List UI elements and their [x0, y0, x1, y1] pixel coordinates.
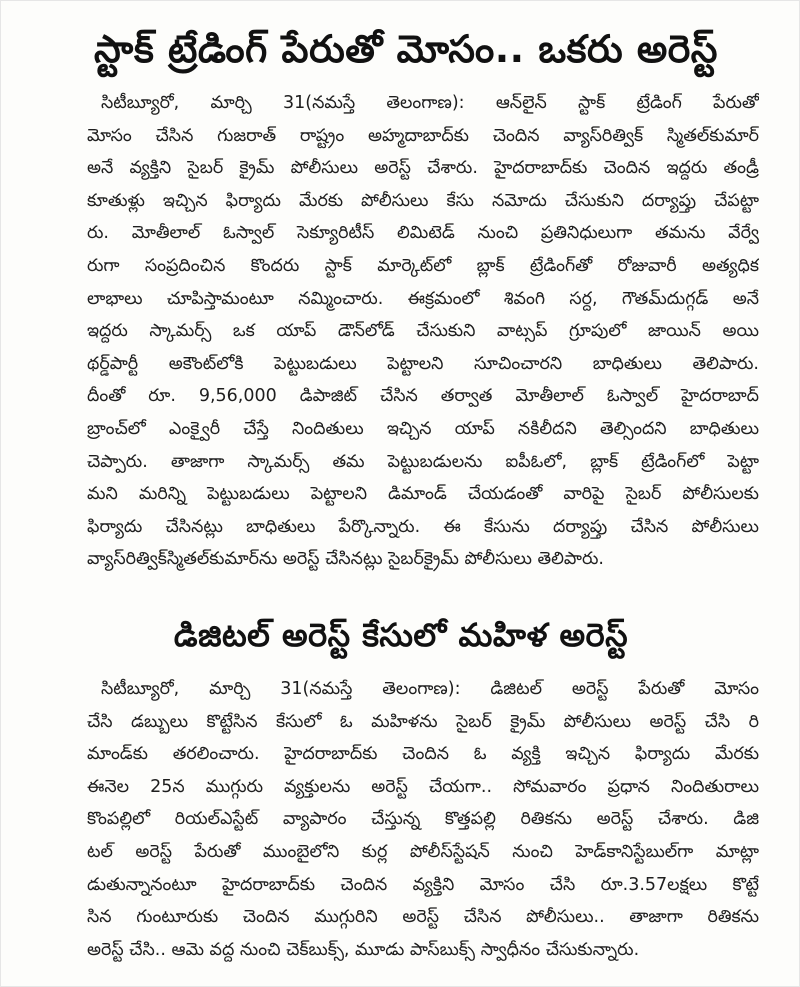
- article-1-line: ఇద్దరు స్కామర్స్ ఒక యాప్ డౌన్‌లోడ్ చేసుకుని వాట్సప్ గ్రూపులో జాయిన్ అయి: [87, 321, 759, 342]
- article-1-line: దీంతో రూ. 9,56,000 డిపాజిట్ చేసిన తర్వాత మోతీలాల్ ఓస్వాల్ హైదరాబాద్: [87, 386, 759, 407]
- article-1-line: కూతుళ్లు ఇచ్చిన ఫిర్యాదు మేరకు పోలీసులు కేసు నమోదు చేసుకుని దర్యాప్తు చేపట్టా: [87, 190, 759, 211]
- article-1-line: బ్రాంచ్‌లో ఎంక్వైరీ చేస్తే నిందితులు ఇచ్చిన యాప్ నకిలీదని తెల్సిందని బాధితులు: [87, 418, 759, 439]
- article-2-line: టల్ అరెస్ట్ పేరుతో ముంబైలోని కుర్ల పోలీస్‌స్టేషన్ నుంచి హెడ్‌కానిస్టేబుల్‌గా మాట్లా: [87, 841, 759, 862]
- article-1-line: సిటీబ్యూరో, మార్చి 31(నమస్తే తెలంగాణ): ఆన్‌లైన్ స్టాక్ ట్రేడింగ్ పేరుతో: [101, 93, 759, 113]
- article-1-line: అనే వ్యక్తిని సైబర్ క్రైమ్ పోలీసులు అరెస్ట్ చేశారు. హైదరాబాద్‌కు చెందిన ఇద్దరు తండ్రీ: [87, 158, 759, 179]
- article-2-headline: డిజిటల్ అరెస్ట్ కేసులో మహిళ అరెస్ట్: [173, 616, 629, 654]
- article-2-line: మాండ్‌కు తరలించారు. హైదరాబాద్‌కు చెందిన ఓ వ్యక్తి ఇచ్చిన ఫిర్యాదు మేరకు: [87, 744, 759, 765]
- article-2-body: [87, 673, 759, 966]
- article-1-line: మోసం చేసిన గుజరాత్ రాష్ట్రం అహ్మదాబాద్‌కు చెందిన వ్యాస్‌రిత్విక్ స్మితల్‌కుమార్: [87, 125, 759, 146]
- article-1-headline: స్టాక్ ట్రేడింగ్ పేరుతో మోసం.. ఒకరు అరెస్ట్: [94, 27, 718, 71]
- article-2-line: ఈనెల 25న ముగ్గురు వ్యక్తులను అరెస్ట్ చేయగా.. సోమవారం ప్రధాన నిందితురాలు: [87, 776, 759, 797]
- article-1-line: లాభాలు చూపిస్తామంటూ నమ్మించారు. ఈక్రమంలో శివంగి సర్ద, గౌతమ్‌దుగ్గడ్ అనే: [87, 288, 759, 309]
- article-1-line: థర్డ్‌పార్టీ అకౌంట్‌లోకి పెట్టుబడులు పెట్టాలని సూచించారని బాధితులు తెలిపారు.: [87, 353, 759, 374]
- article-1-body: [87, 87, 759, 576]
- article-1-line: ఫిర్యాదు చేసినట్లు బాధితులు పేర్కొన్నారు. ఈ కేసును దర్యాప్తు చేసిన పోలీసులు: [87, 516, 759, 537]
- article-2-line: అరెస్ట్ చేసి.. ఆమె వద్ద నుంచి చెక్‌బుక్స్, మూడు పాస్‌బుక్స్ స్వాధీనం చేసుకున్నారు.: [87, 939, 640, 960]
- article-1-line: చెప్పారు. తాజాగా స్కామర్స్ తమ పెట్టుబడులను ఐపీఓలో, బ్లాక్ ట్రేడింగ్‌లో పెట్టా: [87, 451, 759, 472]
- article-1-line: మని మరిన్ని పెట్టుబడులు పెట్టాలని డిమాండ్ చేయడంతో వారిపై సైబర్ పోలీసులకు: [87, 484, 759, 505]
- article-2-line: డుతున్నానంటూ హైదరాబాద్‌కు చెందిన వ్యక్తిని మోసం చేసి రూ.3.57లక్షలు కొట్టే: [87, 874, 759, 895]
- article-1-line: రు. మోతీలాల్ ఓస్వాల్ సెక్యూరిటీస్ లిమిటెడ్ నుంచి ప్రతినిధులుగా తమను వేర్వే: [87, 223, 759, 244]
- article-2-line: సిన గుంటూరుకు చెందిన ముగ్గురిని అరెస్ట్ చేసిన పోలీసులు.. తాజాగా రితికను: [87, 907, 759, 928]
- article-2-line: చేసి డబ్బులు కొట్టేసిన కేసులో ఓ మహిళను సైబర్ క్రైమ్ పోలీసులు అరెస్ట్ చేసి రి: [87, 711, 759, 732]
- article-1-line: రుగా సంప్రదించిన కొందరు స్టాక్ మార్కెట్‌లో బ్లాక్ ట్రేడింగ్‌తో రోజువారీ అత్యధిక: [87, 255, 759, 276]
- article-2-line: సిటీబ్యూరో, మార్చి 31(నమస్తే తెలంగాణ): డిజిటల్ అరెస్ట్ పేరుతో మోసం: [101, 679, 759, 699]
- article-1-line: వ్యాస్‌రిత్విక్‌స్మితల్‌కుమార్‌ను అరెస్ట్ చేసినట్లు సైబర్‌క్రైమ్ పోలీసులు తెలిపారు.: [87, 549, 604, 570]
- article-2-line: కొంపల్లిలో రియల్‌ఎస్టేట్ వ్యాపారం చేస్తున్న కొత్తపల్లి రితికను అరెస్ట్ చేశారు. డిజి: [87, 809, 759, 830]
